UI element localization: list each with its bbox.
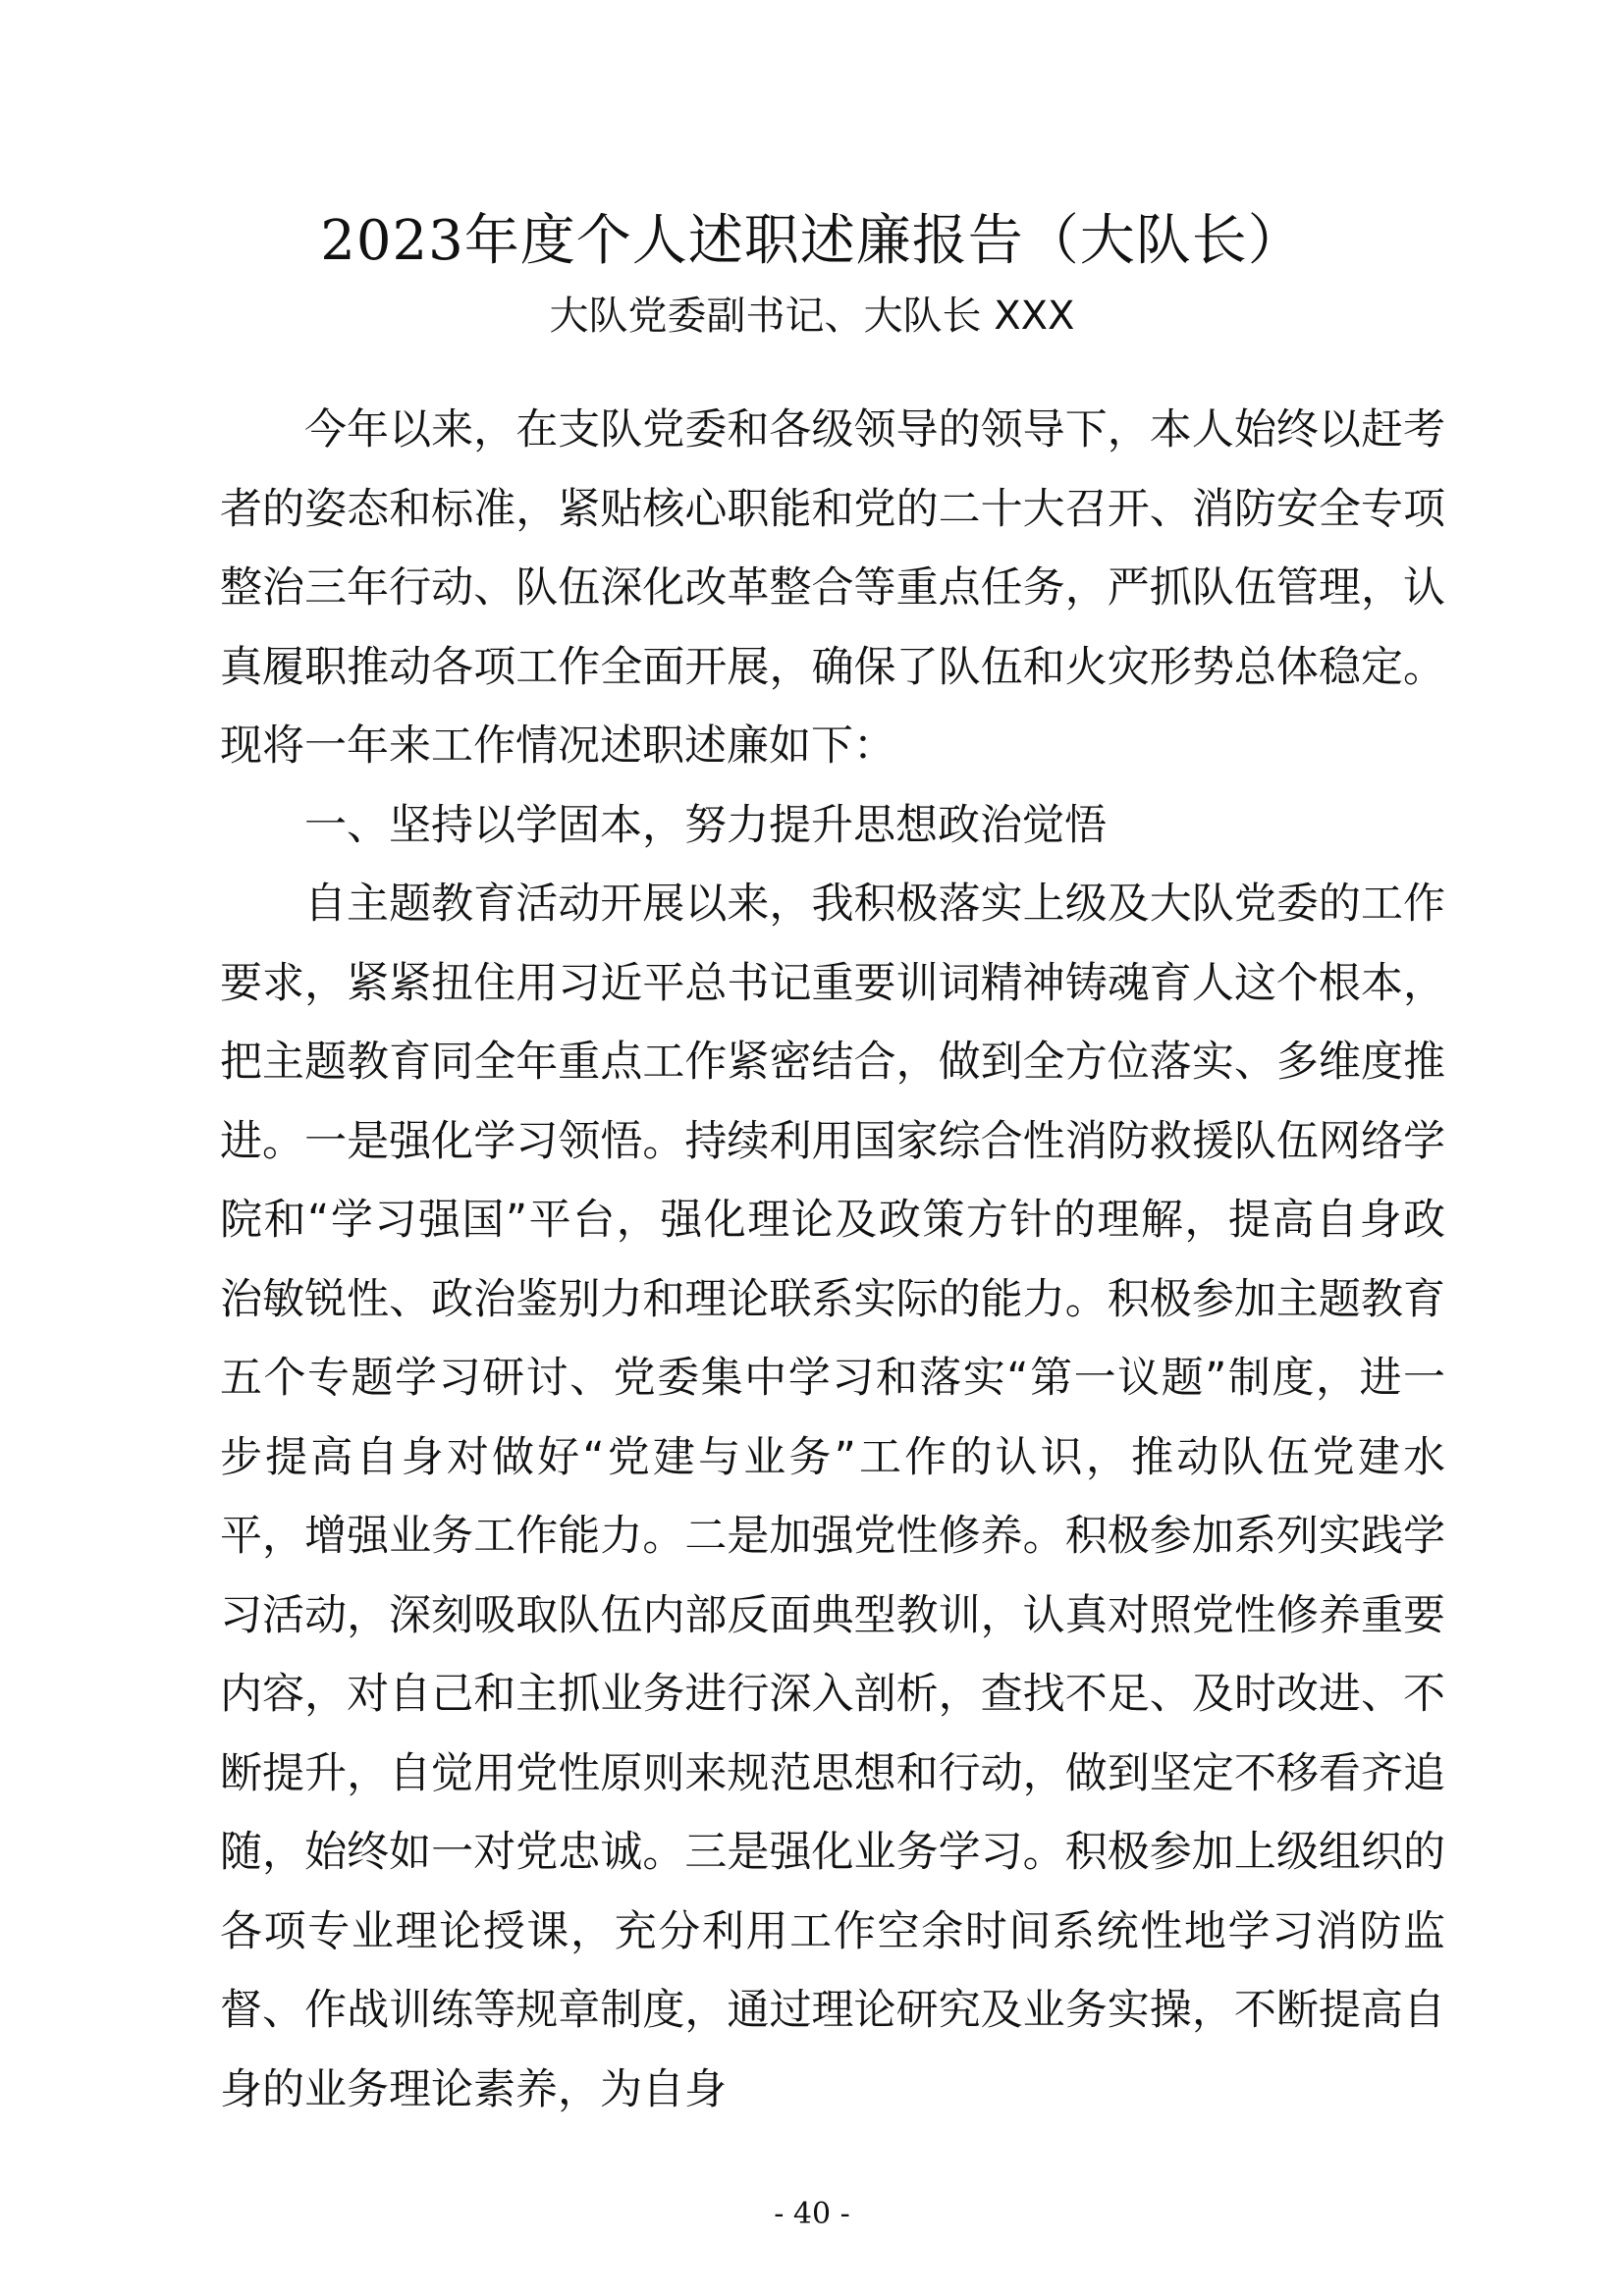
section-heading: 一、坚持以学固本，努力提升思想政治觉悟 [304, 800, 1107, 850]
document-subtitle: 大队党委副书记、大队长 XXX [549, 294, 1075, 339]
document-body [220, 391, 1445, 2129]
intro-paragraph: 今年以来，在支队党委和各级领导的领导下，本人始终以赶考者的姿态和标准，紧贴核心职能和党的二十大召开、消防安全专项整治三年行动、队伍深化改革整合等重点任务，严抓队伍管理，认真履职推动各项工作全面开展，确保了队伍和火灾形势总体稳定。现将一年来工作情况述职述廉如下： [220, 405, 1445, 771]
section-paragraph: 自主题教育活动开展以来，我积极落实上级及大队党委的工作要求，紧紧扭住用习近平总书记重要训词精神铸魂育人这个根本，把主题教育同全年重点工作紧密结合，做到全方位落实、多维度推进。一是强化学习领悟。持续利用国家综合性消防救援队伍网络学院和“学习强国”平台，强化理论及政策方针的理解，提高自身政治敏锐性、政治鉴别力和理论联系实际的能力。积极参加主题教育五个专题学习研讨、党委集中学习和落实“第一议题”制度，进一步提高自身对做好“党建与业务”工作的认识，推动队伍党建水平，增强业务工作能力。二是加强党性修养。积极参加系列实践学习活动，深刻吸取队伍内部反面典型教训，认真对照党性修养重要内容，对自己和主抓业务进行深入剖析，查找不足、及时改进、不断提升，自觉用党性原则来规范思想和行动，做到坚定不移看齐追随，始终如一对党忠诚。三是强化业务学习。积极参加上级组织的各项专业理论授课，充分利用工作空余时间系统性地学习消防监督、作战训练等规章制度，通过理论研究及业务实操，不断提高自身的业务理论素养，为自身 [220, 880, 1445, 2114]
document-title: 2023年度个人述职述廉报告（大队长） [320, 209, 1304, 273]
page-number: - 40 - [774, 2197, 850, 2231]
